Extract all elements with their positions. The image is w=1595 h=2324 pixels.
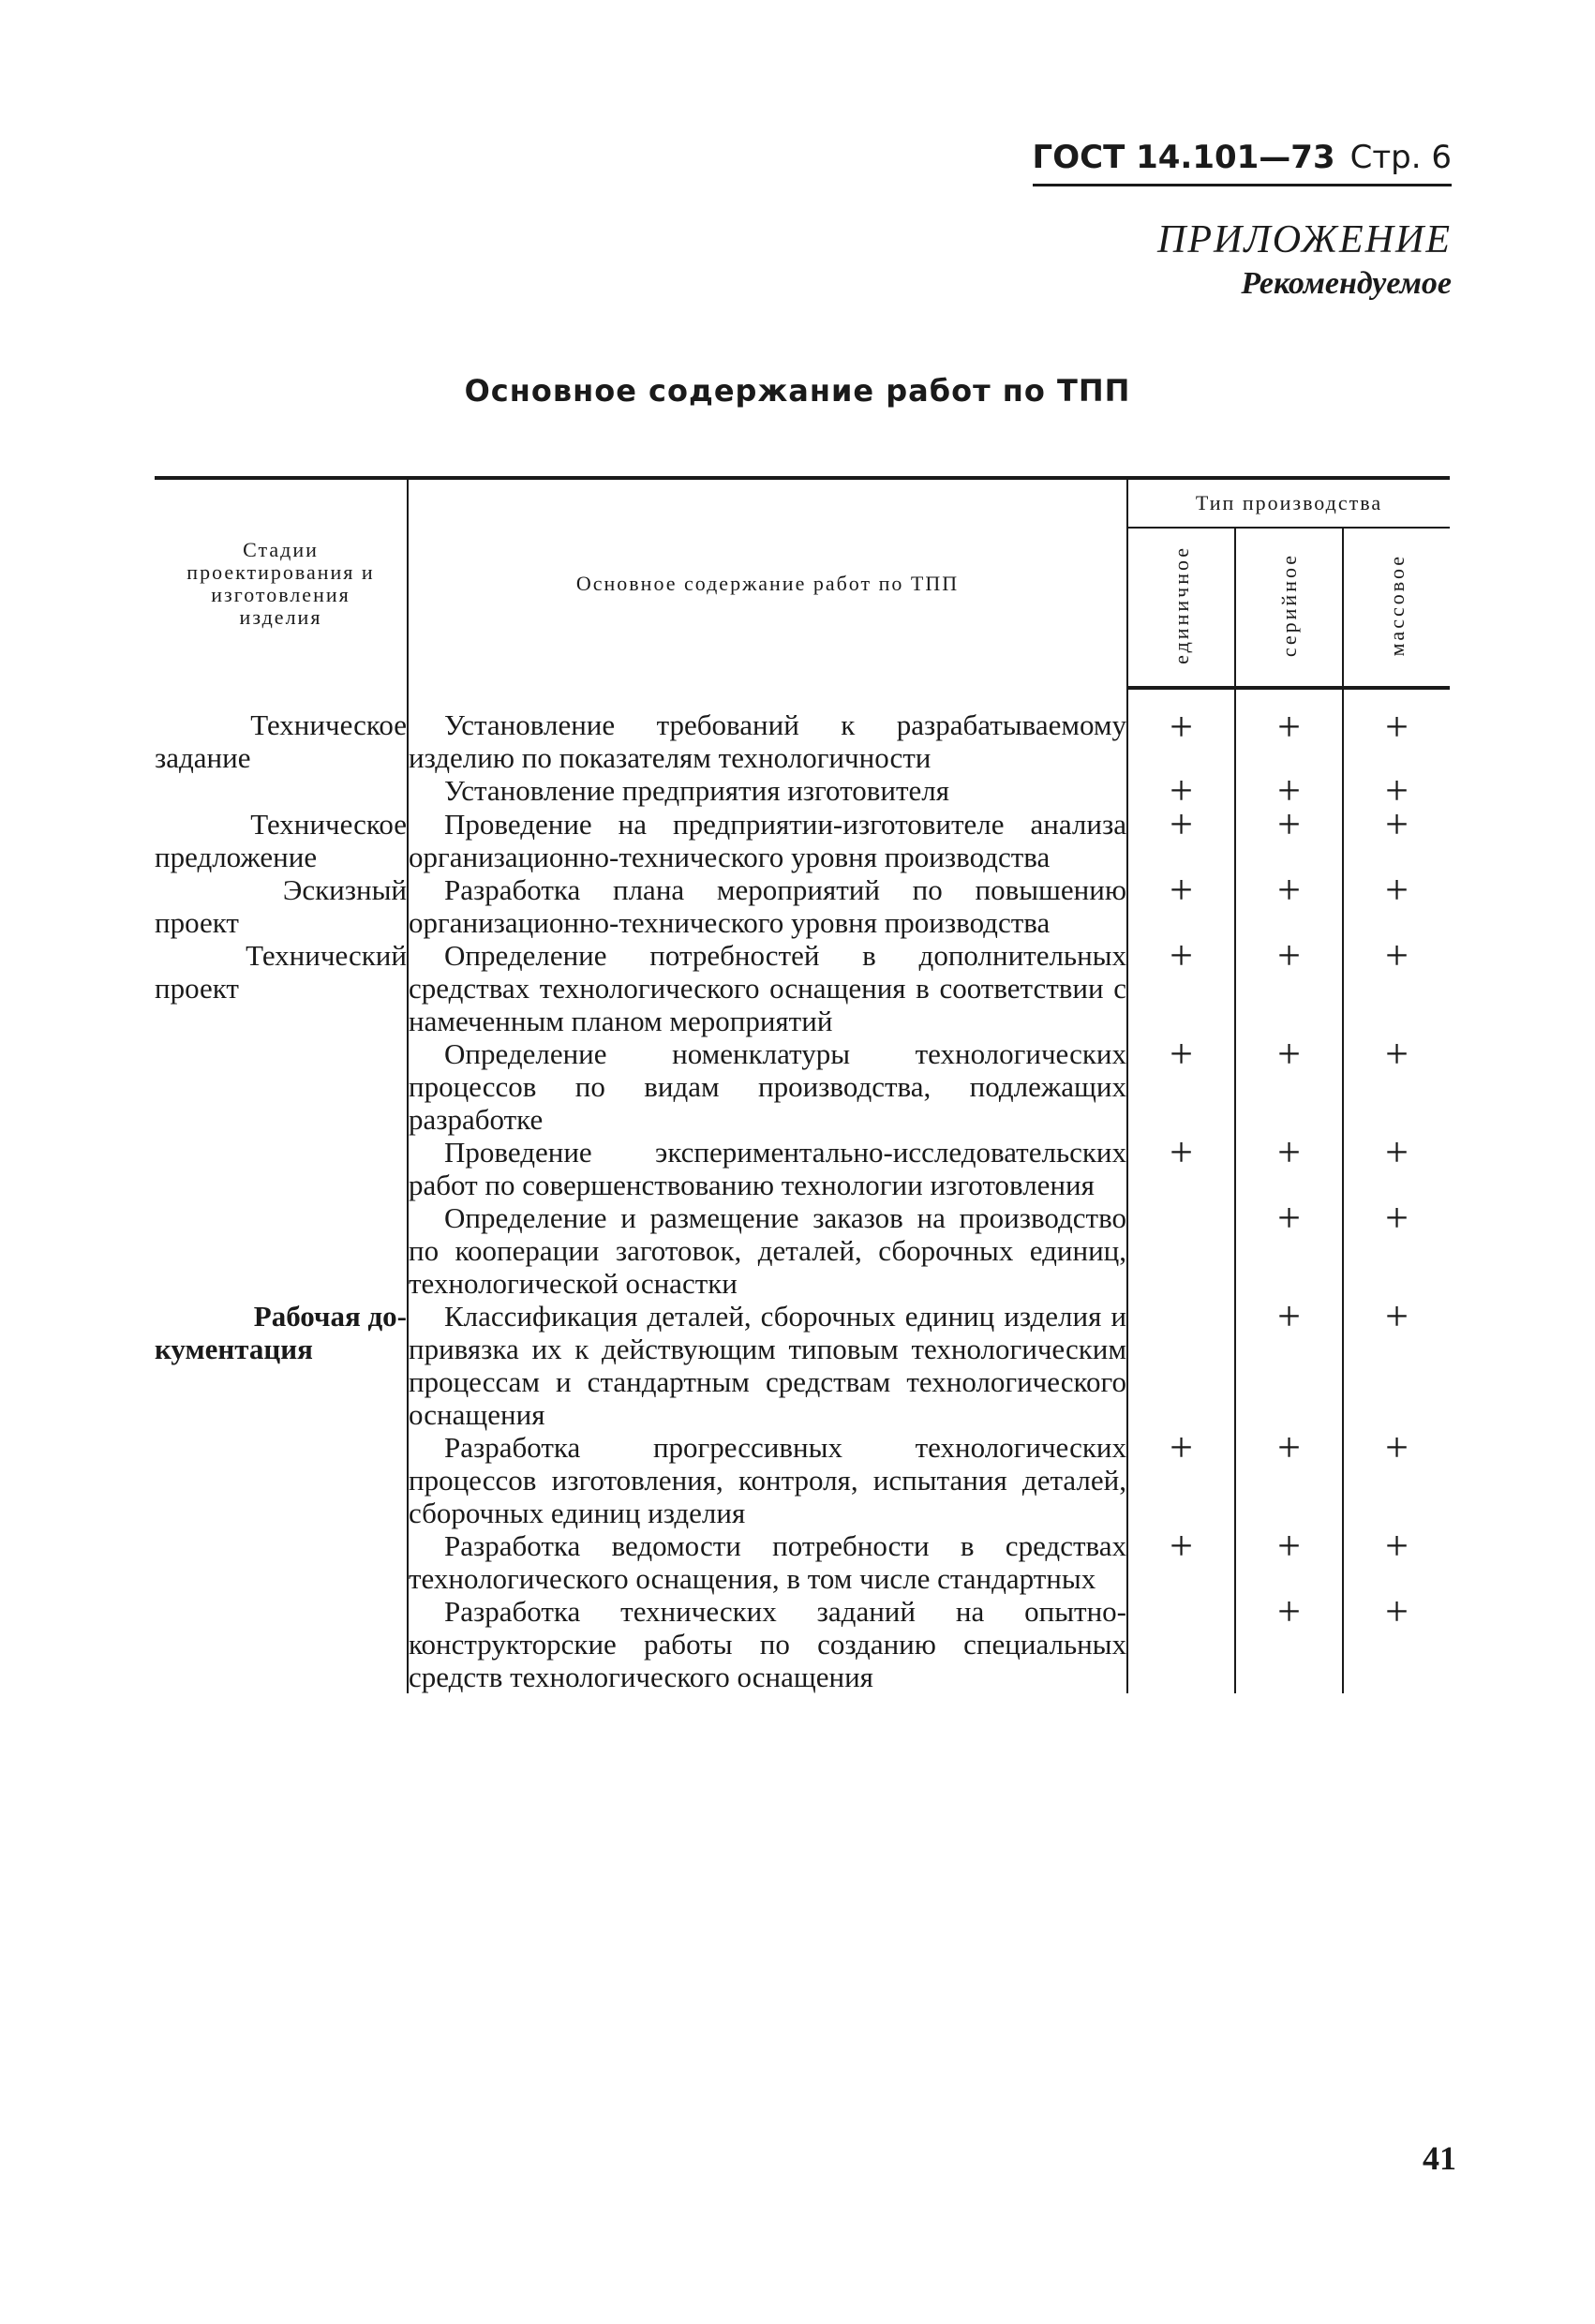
stage-cell — [155, 873, 408, 939]
stage-line: Рабочая до- — [253, 1300, 407, 1333]
mark-serial: + — [1235, 939, 1343, 1037]
stage-cell — [155, 774, 408, 808]
col-header-serial: серийное — [1235, 528, 1343, 688]
mark-single: + — [1170, 932, 1193, 978]
mark-single: + — [1170, 801, 1193, 847]
mark-single: + — [1170, 704, 1193, 750]
stage-line: Техническое — [250, 708, 407, 741]
mark-serial: + — [1235, 873, 1343, 939]
mark-mass: + — [1385, 1588, 1409, 1634]
col-header-content: Основное содержание работ по ТПП — [408, 478, 1127, 688]
mark-single: + — [1170, 1424, 1193, 1470]
mark-mass: + — [1385, 801, 1409, 847]
mark-single: + — [1170, 1129, 1193, 1175]
content-cell: Установление предприятия изготовителя — [408, 774, 1127, 808]
mark-single: + — [1170, 1523, 1193, 1569]
table-row — [155, 939, 1450, 1037]
appendix-title: ПРИЛОЖЕНИЕ — [1157, 218, 1452, 261]
mark-mass: + — [1385, 767, 1409, 813]
mark-serial: + — [1235, 1431, 1343, 1529]
content-cell: Разработка ведомости потребности в средствах технологического оснащения, в том числе стандартных — [409, 1529, 1126, 1595]
col-header-single: единичное — [1127, 528, 1235, 688]
col-header-mass: массовое — [1343, 528, 1450, 688]
content-cell: Разработка технических заданий на опытно-конструкторские работы по созданию специальных средств технологического оснащения — [409, 1595, 1126, 1693]
stage-line: проект — [155, 972, 239, 1005]
stage-line: Эскизный — [282, 873, 407, 906]
content-cell: Проведение экспериментально-исследовательских работ по совершенствованию технологии изготовления — [409, 1136, 1126, 1201]
mark-mass: + — [1385, 932, 1409, 978]
standard-header — [1033, 139, 1452, 186]
table-row — [155, 808, 1450, 873]
mark-single — [1127, 1595, 1235, 1693]
table-row — [155, 1431, 1450, 1529]
mark-single: + — [1170, 767, 1193, 813]
mark-single: + — [1170, 867, 1193, 913]
stage-cell — [155, 1300, 408, 1431]
table-row — [155, 1300, 1450, 1431]
mark-mass: + — [1385, 1523, 1409, 1569]
mark-mass: + — [1385, 1424, 1409, 1470]
stage-line: проект — [155, 906, 239, 939]
stage-line: кументация — [155, 1333, 313, 1365]
table-row — [155, 774, 1450, 808]
stage-line: предложение — [155, 841, 318, 873]
stage-cell — [155, 1529, 408, 1595]
table-row — [155, 1037, 1450, 1136]
mark-serial: + — [1235, 808, 1343, 873]
mark-mass: + — [1385, 1195, 1409, 1241]
table-row — [155, 688, 1450, 774]
content-cell: Определение номенклатуры технологических процессов по видам производства, подлежащих разработке — [409, 1037, 1126, 1136]
mark-serial: + — [1235, 1201, 1343, 1300]
stage-cell — [155, 1037, 408, 1136]
mark-mass: + — [1385, 1293, 1409, 1339]
stage-cell — [155, 1201, 408, 1300]
mark-serial: + — [1235, 774, 1343, 808]
content-cell: Установление требований к разрабатываемому изделию по показателям технологичности — [408, 688, 1127, 774]
table-row — [155, 1595, 1450, 1693]
content-cell: Классификация деталей, сборочных единиц изделия и привязка их к действующим типовым технологическим процессам и стандартным средствам технологического оснащения — [409, 1300, 1126, 1431]
mark-mass: + — [1385, 704, 1409, 750]
stage-cell — [155, 808, 408, 873]
mark-serial: + — [1235, 1529, 1343, 1595]
page-label: Стр. 6 — [1349, 139, 1452, 176]
page-number: 41 — [1423, 2139, 1456, 2177]
mark-mass: + — [1385, 1129, 1409, 1175]
content-cell: Разработка плана мероприятий по повышению организационно-технического уровня производства — [409, 873, 1126, 939]
mark-single — [1127, 1201, 1235, 1300]
appendix-status: Рекомендуемое — [1241, 266, 1452, 301]
mark-serial: + — [1235, 1037, 1343, 1136]
mark-mass: + — [1385, 1031, 1409, 1077]
stage-cell — [155, 688, 408, 774]
stage-cell — [155, 1595, 408, 1693]
mark-single — [1127, 1300, 1235, 1431]
tpp-table — [155, 476, 1450, 1693]
table-title: Основное содержание работ по ТПП — [464, 373, 1131, 409]
col-header-production-type: Тип производства — [1127, 478, 1450, 528]
mark-serial: + — [1235, 688, 1343, 774]
stage-cell — [155, 939, 408, 1037]
mark-mass: + — [1385, 867, 1409, 913]
stage-cell — [155, 1431, 408, 1529]
table-row — [155, 1201, 1450, 1300]
mark-single: + — [1170, 1031, 1193, 1077]
mark-serial: + — [1235, 1595, 1343, 1693]
standard-code: ГОСТ 14.101—73 — [1032, 139, 1335, 176]
content-cell: Определение и размещение заказов на производство по кооперации заготовок, деталей, сборочных единиц, технологической оснастки — [409, 1201, 1126, 1300]
col-header-stage: Стадии проектирования и изготовления изделия — [155, 478, 408, 688]
content-cell: Проведение на предприятии-изготовителе анализа организационно-технического уровня производства — [409, 808, 1126, 873]
table-row — [155, 1136, 1450, 1201]
table-row — [155, 1529, 1450, 1595]
stage-line: Технический — [246, 939, 407, 972]
mark-serial: + — [1235, 1136, 1343, 1201]
mark-serial: + — [1235, 1300, 1343, 1431]
stage-line: Техническое — [250, 808, 407, 841]
table-row — [155, 873, 1450, 939]
stage-cell — [155, 1136, 408, 1201]
content-cell: Определение потребностей в дополнительных средствах технологического оснащения в соответствии с намеченным планом мероприятий — [409, 939, 1126, 1037]
stage-line: задание — [155, 741, 251, 774]
content-cell: Разработка прогрессивных технологических процессов изготовления, контроля, испытания деталей, сборочных единиц изделия — [409, 1431, 1126, 1529]
